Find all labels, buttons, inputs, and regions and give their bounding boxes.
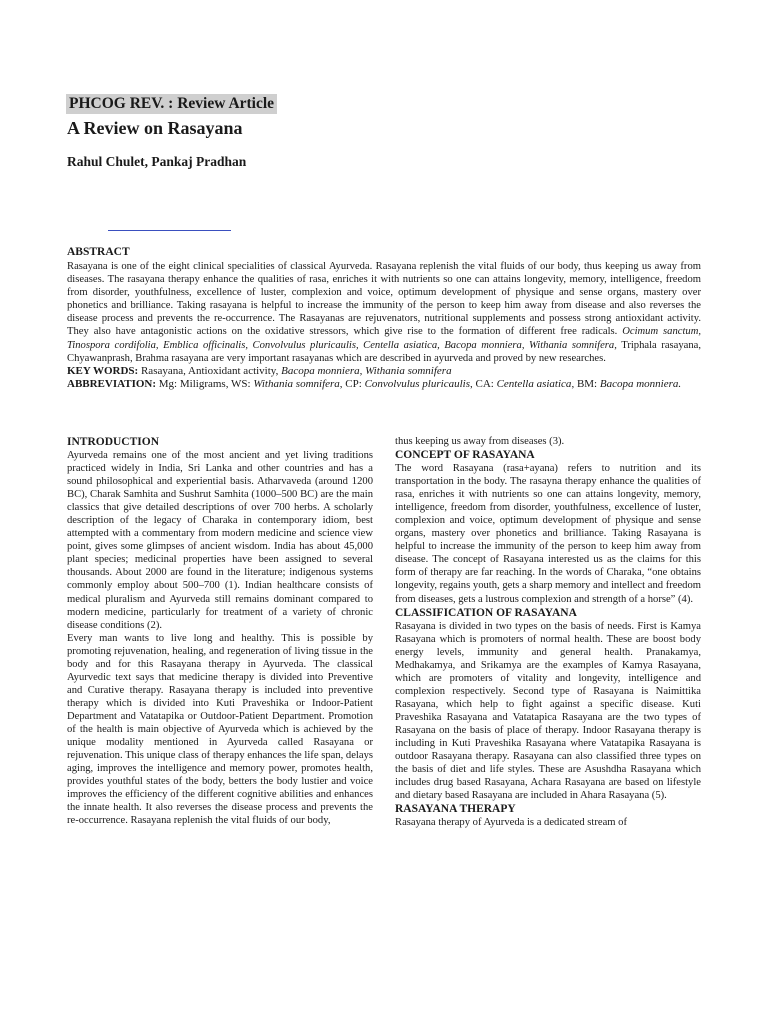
- continued-text: thus keeping us away from diseases (3).: [395, 436, 565, 447]
- introduction-paragraph-1: Ayurveda remains one of the most ancient and yet living traditions practiced widely in India, Sri Lanka and other countries and has a sound philosophical and experiential basis. Atharvaveda (around 1200 BC), Charak Samhita and Sushrut Samhita (1000–500 BC) are the main classics that give detailed descriptions of over 700 herbs. A scholarly description of the legacy of Charaka in contemporary idiom, best attempted with a commentary from modern medicine and science view point, gives some glimpses of ancient wisdom. India has about 45,000 plant species; medicinal properties have been assigned to several thousands. About 2000 are found in the literature; indigenous systems commonly employ about 500–700 (1). Indian healthcare consists of medical pluralism and Ayurveda still remains dominant compared to modern medicine, particularly for treatment of a variety of chronic disease conditions (2).: [67, 450, 373, 631]
- concept-paragraph: The word Rasayana (rasa+ayana) refers to nutrition and its transportation in the body. The rasayna therapy enhance the qualities of rasa, enriches it with nutrients so one can attains longevity, memory, intelligence, freedom from disorder, youthfulness, excellence of luster, complexion and voice, optimum development of physique and sense organs, mastery over phonetics and brilliance. Taking Rasayana is helpful to increase the immunity of the person to keep him away from disease. The concept of Rasayana interested us as the claims for this form of therapy are far reaching. In the words of Charaka, “one obtains longevity, regains youth, gets a sharp memory and intellect and freedom from diseases, gets a lustrous complexion and strength of a horse” (4).: [395, 463, 701, 605]
- abbreviation-italic: Centella asiatica: [496, 378, 572, 391]
- abstract-section: [67, 245, 701, 392]
- abbreviation-part: , BM:: [571, 378, 600, 391]
- introduction-paragraph-2: Every man wants to live long and healthy. This is possible by promoting rejuvenation, healing, and regeneration of living tissue in the body and for this Rasayana therapy in Ayurveda. The classical Ayurvedic text says that medicine therapy is divided into Preventive and Curative therapy. Rasayana therapy is included into preventive therapy which is divided into Kuti Praveshika or Indoor-Patient Department and Vatatapika or Outdoor-Patient Department. Promotion of the health is main objective of Ayurveda which is achieved by the unique modality mentioned in Ayurveda called Rasayana or rejuvenation. This unique class of therapy enhances the life span, delays aging, improves the intelligence and memory power, promotes health, provides youthful states of the body, betters the body lustier and voice improves the efficiency of the different cognitive abilities and enhances the innate health. It also reverses the disease process and prevents the re-occurrence. Rasayana replenish the vital fluids of our body,: [67, 632, 373, 827]
- abbreviation-italic: Bacopa monniera.: [599, 378, 682, 391]
- left-column: [67, 435, 373, 827]
- concept-heading: CONCEPT OF RASAYANA: [395, 449, 535, 462]
- abstract-text-part-c: , Triphala rasayana, Chyawanprash, Brahma rasayana are very important rasayanas which are described in ayurveda and proved by new researches.: [67, 339, 701, 364]
- journal-tag: PHCOG REV. : Review Article: [66, 94, 277, 114]
- abbreviation-part: , CP:: [339, 378, 365, 391]
- article-authors: Rahul Chulet, Pankaj Pradhan: [67, 154, 247, 169]
- right-column: [395, 435, 701, 829]
- abbreviation-part: Mg: Miligrams, WS:: [156, 378, 254, 391]
- footnote-rule: [108, 230, 231, 231]
- abstract-text: [67, 260, 701, 365]
- keywords-label: KEY WORDS:: [67, 364, 139, 377]
- keywords-italic: Bacopa monniera, Withania somnifera: [281, 364, 452, 377]
- introduction-heading: INTRODUCTION: [67, 436, 160, 448]
- article-title: A Review on Rasayana: [67, 118, 243, 138]
- abbreviation-part: , CA:: [469, 378, 497, 391]
- therapy-paragraph: Rasayana therapy of Ayurveda is a dedicated stream of: [395, 817, 627, 829]
- classification-paragraph: Rasayana is divided in two types on the basis of needs. First is Kamya Rasayana which is promoters of normal health. These are boost body energy levels, immunity and general health. Pranakamya, Medhakamya, and Srikamya are the examples of Kamya Rasayana, which are promoters of vitality and longevity, intelligence and complexion respectively. Second type of Rasayana is Naimittika Rasayana, which help to fight against a specific disease. Kuti Praveshika Rasayana and Vatatapica Rasayana are the two types of Rasayana on the basis of place of therapy. Indoor Rasayana therapy is including in Kuti Praveshika Rasayana where Vatatapika Rasayana is outdoor Rasayana therapy. Rasayana can also classified three types on the basis of diet and life styles. These are Asushdha Rasayana which includes drug based Rasayana, Achara Rasayana are based on lifestyle and dietary based Rasayana are included in Ahara Rasayana (5).: [395, 620, 701, 802]
- abbreviation-italic: Convolvulus pluricaulis: [364, 378, 470, 391]
- classification-heading: CLASSIFICATION OF RASAYANA: [395, 606, 577, 619]
- abbreviation-line: [67, 378, 701, 392]
- keywords-line: [67, 365, 701, 379]
- abbreviation-label: ABBREVIATION:: [67, 378, 157, 391]
- abbreviation-italic: Withania somnifera: [253, 378, 340, 391]
- therapy-heading: RASAYANA THERAPY: [395, 803, 516, 816]
- keywords-text: Rasayana, Antioxidant activity,: [138, 364, 282, 377]
- abstract-text-part-a: Rasayana is one of the eight clinical specialities of classical Ayurveda. Rasayana replenish the vital fluids of our body, thus keeping us away from diseases. The rasayana therapy enhance the qualities of rasa, enriches it with nutrients so one can attains longevity, memory, intelligence, freedom from disorder, youthfulness, excellence of luster, complexion and voice, optimum development of physique and sense organs, mastery over phonetics and brilliance. Taking rasayana is helpful to increase the immunity of the person to keep him away from disease and also reverses the disease process and prevents the re-occurrence. The Rasayanas are rejuvenators, nutritional supplements and possess strong antioxidant activity. They also have antagonistic actions on the oxidative stressors, which give rise to the formation of different free radicals.: [67, 261, 701, 338]
- abstract-heading: ABSTRACT: [67, 246, 130, 258]
- abstract-plant-names: Ocimum sanctum, Tinospora cordifolia, Emblica officinalis, Convolvulus pluricaulis, Centella asiatica, Bacopa monniera, Withania somnifera: [67, 326, 701, 351]
